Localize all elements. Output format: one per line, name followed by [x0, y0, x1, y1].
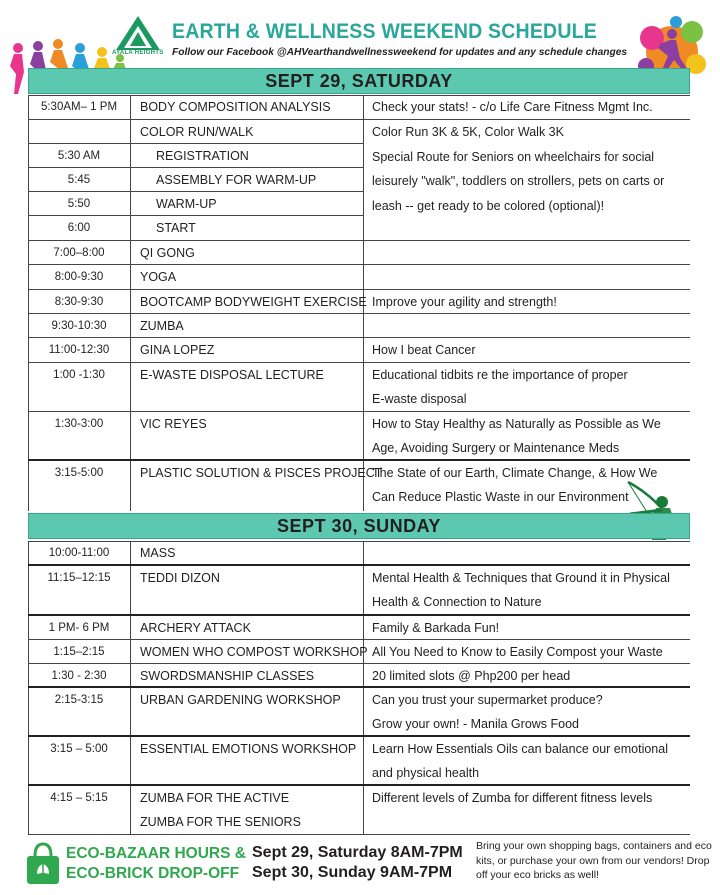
color-run-note-line: leisurely "walk", toddlers on strollers, pets on carts or — [372, 174, 665, 188]
table-row — [28, 363, 690, 412]
time-cell: 5:50 — [28, 192, 130, 216]
activity-cell: ASSEMBLY FOR WARM-UP — [130, 168, 363, 192]
note-cell: All You Need to Know to Easily Compost your Waste — [363, 640, 690, 664]
activity-cell: COLOR RUN/WALK — [130, 120, 363, 144]
note-line: Health & Connection to Nature — [372, 595, 542, 609]
table-row — [28, 412, 690, 461]
activity-cell: MASS — [130, 541, 363, 566]
activity-cell: E-WASTE DISPOSAL LECTURE — [130, 363, 363, 412]
time-cell: 8:00-9:30 — [28, 265, 130, 290]
saturday-table — [28, 95, 690, 511]
time-cell: 5:45 — [28, 168, 130, 192]
activity-cell: REGISTRATION — [130, 144, 363, 168]
time-cell: 1:00 -1:30 — [28, 363, 130, 412]
page-subtitle: Follow our Facebook @AHVearthandwellnessweekend for updates and any schedule changes — [172, 47, 628, 58]
note-cell — [363, 737, 690, 786]
time-cell — [28, 120, 130, 144]
activity-cell: BODY COMPOSITION ANALYSIS — [130, 95, 363, 120]
time-cell: 1:15–2:15 — [28, 640, 130, 664]
eco-bazaar-label: ECO-BAZAAR HOURS & — [66, 845, 246, 862]
note-line: Learn How Essentials Oils can balance our emotional — [372, 742, 668, 756]
activity-cell: URBAN GARDENING WORKSHOP — [130, 688, 363, 737]
time-cell: 1:30-3:00 — [28, 412, 130, 461]
note-line: and physical health — [372, 766, 480, 780]
footer-note: Bring your own shopping bags, containers and eco kits, or purchase your own from our vendors! Drop off your eco bricks as well! — [476, 840, 712, 881]
note-line: Can you trust your supermarket produce? — [372, 693, 603, 707]
activity-line: ZUMBA FOR THE SENIORS — [140, 815, 301, 829]
color-run-note — [363, 120, 690, 241]
note-line: The State of our Earth, Climate Change, & How We — [372, 466, 658, 480]
time-cell: 8:30-9:30 — [28, 290, 130, 314]
activity-cell: YOGA — [130, 265, 363, 290]
saturday-hours: Sept 29, Saturday 8AM-7PM — [252, 844, 463, 861]
time-cell: 4:15 – 5:15 — [50, 792, 108, 804]
saturday-heading: SEPT 29, SATURDAY — [28, 68, 690, 94]
table-row — [28, 461, 690, 511]
note-cell: Family & Barkada Fun! — [363, 616, 690, 640]
note-cell: Improve your agility and strength! — [363, 290, 690, 314]
note-cell — [363, 541, 690, 566]
time-cell: 11:00-12:30 — [28, 338, 130, 363]
note-cell — [363, 314, 690, 338]
activity-cell: PLASTIC SOLUTION & PISCES PROJECT — [140, 466, 383, 480]
time-cell: 1:30 - 2:30 — [28, 664, 130, 688]
activity-cell: ESSENTIAL EMOTIONS WORKSHOP — [130, 737, 363, 786]
time-cell: 7:00–8:00 — [28, 241, 130, 265]
activity-cell: WOMEN WHO COMPOST WORKSHOP — [130, 640, 363, 664]
table-row — [28, 640, 690, 664]
note-line: Educational tidbits re the importance of proper — [372, 368, 628, 382]
note-cell: Check your stats! - c/o Life Care Fitness Mgmt Inc. — [363, 95, 690, 120]
activity-cell: GINA LOPEZ — [130, 338, 363, 363]
table-row — [28, 664, 690, 688]
activity-cell: SWORDSMANSHIP CLASSES — [130, 664, 363, 688]
table-row — [28, 566, 690, 616]
color-run-note-line: Special Route for Seniors on wheelchairs for social — [372, 149, 655, 164]
activity-cell: ARCHERY ATTACK — [130, 616, 363, 640]
activity-cell: WARM-UP — [130, 192, 363, 216]
note-line: E-waste disposal — [372, 392, 467, 406]
activity-line: ZUMBA FOR THE ACTIVE — [140, 791, 290, 805]
table-row — [28, 737, 690, 786]
table-row — [28, 688, 690, 737]
page-title: EARTH & WELLNESS WEEKEND SCHEDULE — [172, 20, 597, 43]
activity-cell: ZUMBA — [130, 314, 363, 338]
time-cell: 5:30AM– 1 PM — [28, 95, 130, 120]
note-cell: How I beat Cancer — [363, 338, 690, 363]
logo-label: AYALA HEIGHTS — [112, 50, 164, 56]
time-cell: 6:00 — [28, 216, 130, 241]
time-cell: 11:15–12:15 — [28, 566, 130, 616]
note-cell — [363, 241, 690, 265]
table-row — [28, 241, 690, 265]
activity-cell: BOOTCAMP BODYWEIGHT EXERCISE — [130, 290, 363, 314]
note-cell — [363, 265, 690, 290]
sunday-table — [28, 541, 690, 835]
table-row — [28, 290, 690, 314]
note-line: Can Reduce Plastic Waste in our Environment — [372, 490, 629, 504]
table-row — [28, 314, 690, 338]
note-line: Mental Health & Techniques that Ground it in Physical — [372, 571, 670, 585]
note-line: How to Stay Healthy as Naturally as Possible as We — [372, 417, 661, 431]
table-row — [28, 265, 690, 290]
activity-cell: VIC REYES — [130, 412, 363, 461]
note-cell: 20 limited slots @ Php200 per head — [363, 664, 690, 688]
eco-brick-label: ECO-BRICK DROP-OFF — [66, 865, 240, 882]
activity-cell: TEDDI DIZON — [130, 566, 363, 616]
sunday-hours: Sept 30, Sunday 9AM-7PM — [252, 864, 453, 881]
note-line: Age, Avoiding Surgery or Maintenance Meds — [372, 441, 620, 455]
note-cell — [363, 412, 690, 461]
color-run-note-line: Color Run 3K & 5K, Color Walk 3K — [372, 125, 564, 139]
note-line: Grow your own! - Manila Grows Food — [372, 717, 580, 731]
time-cell: 3:15 – 5:00 — [28, 737, 130, 786]
time-cell: 5:30 AM — [28, 144, 130, 168]
activity-cell: START — [130, 216, 363, 241]
note-cell — [363, 363, 690, 412]
color-run-note-line: leash -- get ready to be colored (optional)! — [372, 198, 605, 213]
note-cell: Different levels of Zumba for different fitness levels — [372, 791, 653, 805]
note-cell — [363, 688, 690, 737]
activity-cell — [130, 786, 363, 835]
table-row — [28, 786, 690, 835]
shopping-bag-icon — [24, 842, 62, 886]
table-row — [28, 338, 690, 363]
time-cell: 9:30-10:30 — [28, 314, 130, 338]
time-cell: 3:15-5:00 — [54, 467, 104, 479]
activity-cell: QI GONG — [130, 241, 363, 265]
table-row — [28, 95, 690, 120]
note-cell — [363, 566, 690, 616]
table-row — [28, 541, 690, 566]
time-cell: 2:15-3:15 — [28, 688, 130, 737]
table-row — [28, 616, 690, 640]
time-cell: 1 PM- 6 PM — [28, 616, 130, 640]
sunday-heading: SEPT 30, SUNDAY — [28, 513, 690, 539]
time-cell: 10:00-11:00 — [28, 541, 130, 566]
